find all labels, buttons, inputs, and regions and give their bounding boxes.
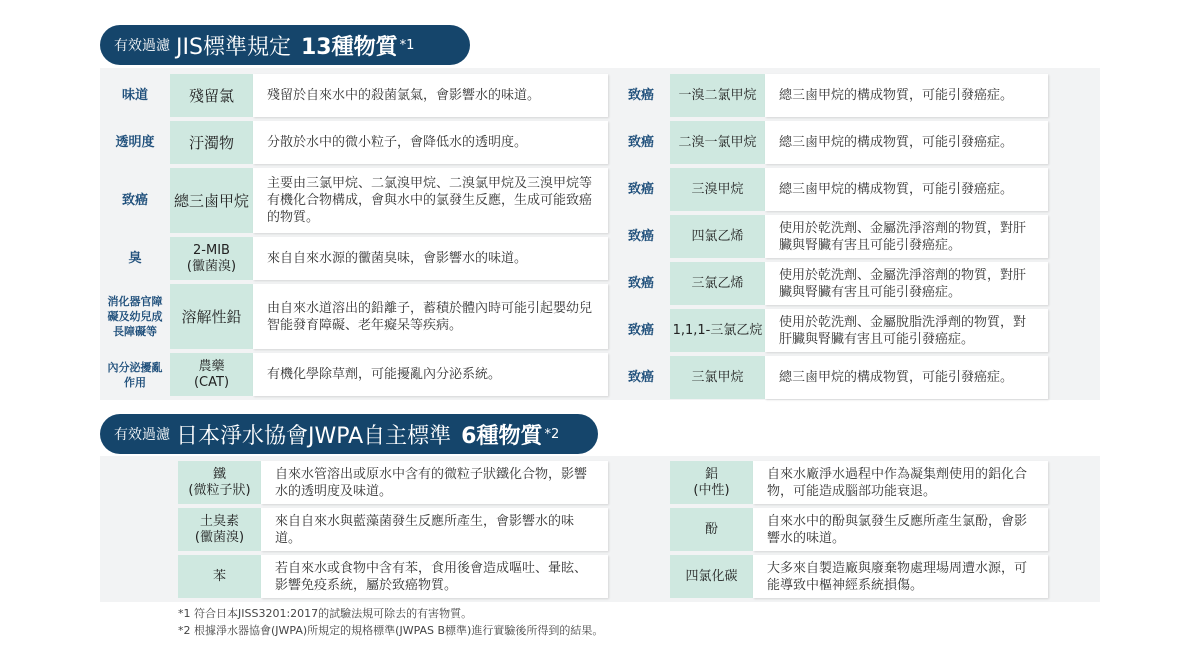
substance-description: 使用於乾洗劑、金屬洗淨溶劑的物質，對肝臟與腎臟有害且可能引發癌症。 xyxy=(765,215,1048,258)
substance-label: 酚 xyxy=(670,508,753,551)
substance-description: 有機化學除草劑，可能擾亂內分泌系統。 xyxy=(253,353,608,396)
category-label: 致癌 xyxy=(627,275,654,291)
substance-description: 來自自來水源的黴菌臭味，會影響水的味道。 xyxy=(253,237,608,280)
table-row xyxy=(178,461,608,504)
section2-note: *2 xyxy=(544,426,560,442)
section1-count: 13種物質 xyxy=(300,34,398,60)
table-row xyxy=(100,121,608,164)
table-row xyxy=(612,262,1048,305)
substance-description: 自來水管溶出或原水中含有的微粒子狀鐵化合物，影響水的透明度及味道。 xyxy=(261,461,608,504)
substance-description: 總三鹵甲烷的構成物質，可能引發癌症。 xyxy=(765,74,1048,117)
category-label: 致癌 xyxy=(627,228,654,244)
table-row xyxy=(612,74,1048,117)
substance-description: 主要由三氯甲烷、二氯溴甲烷、二溴氯甲烷及三溴甲烷等有機化合物構成，會與水中的氯發生反應，生成可能致癌的物質。 xyxy=(253,168,608,233)
table-row xyxy=(612,168,1048,211)
category-label: 致癌 xyxy=(627,87,654,103)
substance-description: 來自自來水與藍藻菌發生反應所產生，會影響水的味道。 xyxy=(261,508,608,551)
footnote-2: *2 根據淨水器協會(JWPA)所規定的規格標準(JWPAS B標準)進行實驗後所得到的結果。 xyxy=(178,624,604,637)
substance-label: 汙濁物 xyxy=(170,121,253,164)
substance-description: 使用於乾洗劑、金屬洗淨溶劑的物質，對肝臟與腎臟有害且可能引發癌症。 xyxy=(765,262,1048,305)
substance-label: 三氯甲烷 xyxy=(670,356,765,399)
table-row xyxy=(100,284,608,349)
section1-title: JIS標準規定 xyxy=(176,34,291,60)
substance-label: 殘留氯 xyxy=(170,74,253,117)
category-label: 味道 xyxy=(121,87,148,103)
substance-label: 一溴二氯甲烷 xyxy=(670,74,765,117)
table-row xyxy=(670,555,1048,598)
substance-label: 二溴一氯甲烷 xyxy=(670,121,765,164)
substance-description: 自來水中的酚與氯發生反應所產生氯酚，會影響水的味道。 xyxy=(753,508,1048,551)
category-label: 消化器官障礙及幼兒成長障礙等 xyxy=(107,295,163,338)
category-label: 致癌 xyxy=(627,369,654,385)
section2-count: 6種物質 xyxy=(461,423,543,449)
section2-left-table xyxy=(178,461,608,598)
substance-description: 殘留於自來水中的殺菌氯氣，會影響水的味道。 xyxy=(253,74,608,117)
table-row xyxy=(100,74,608,117)
substance-description: 使用於乾洗劑、金屬脫脂洗淨劑的物質，對肝臟與腎臟有害且可能引發癌症。 xyxy=(765,309,1048,352)
substance-label: 三氯乙烯 xyxy=(670,262,765,305)
substance-description: 分散於水中的微小粒子，會降低水的透明度。 xyxy=(253,121,608,164)
substance-description: 總三鹵甲烷的構成物質，可能引發癌症。 xyxy=(765,168,1048,211)
section2-title: 日本淨水協會JWPA自主標準 xyxy=(176,423,452,449)
substance-label: 1,1,1-三氯乙烷 xyxy=(670,309,765,352)
category-label: 透明度 xyxy=(115,134,155,150)
table-row xyxy=(612,121,1048,164)
substance-description: 總三鹵甲烷的構成物質，可能引發癌症。 xyxy=(765,121,1048,164)
substance-label: 2-MIB (黴菌溴) xyxy=(170,237,253,280)
substance-label: 苯 xyxy=(178,555,261,598)
table-row xyxy=(100,353,608,396)
substance-label: 鋁 (中性) xyxy=(670,461,753,504)
table-row xyxy=(178,555,608,598)
category-label: 致癌 xyxy=(121,192,148,208)
table-row xyxy=(612,215,1048,258)
substance-label: 農藥 (CAT) xyxy=(170,353,253,396)
category-label: 致癌 xyxy=(627,322,654,338)
category-label: 臭 xyxy=(128,250,142,266)
substance-label: 溶解性鉛 xyxy=(170,284,253,349)
category-label: 致癌 xyxy=(627,134,654,150)
table-row xyxy=(100,168,608,233)
section2-right-table xyxy=(670,461,1048,598)
section1-header xyxy=(100,25,470,65)
substance-label: 四氯乙烯 xyxy=(670,215,765,258)
table-row xyxy=(670,508,1048,551)
section1-left-table xyxy=(100,74,608,396)
section2-prefix: 有效過濾 xyxy=(114,427,170,443)
substance-description: 由自來水道溶出的鉛離子，蓄積於體內時可能引起嬰幼兒智能發育障礙、老年癡呆等疾病。 xyxy=(253,284,608,349)
substance-description: 總三鹵甲烷的構成物質，可能引發癌症。 xyxy=(765,356,1048,399)
substance-label: 土臭素 (黴菌溴) xyxy=(178,508,261,551)
substance-label: 鐵 (微粒子狀) xyxy=(178,461,261,504)
table-row xyxy=(670,461,1048,504)
footnote-1: *1 符合日本JISS3201:2017的試驗法規可除去的有害物質。 xyxy=(178,607,473,620)
section1-right-table xyxy=(612,74,1048,399)
substance-label: 總三鹵甲烷 xyxy=(170,168,253,233)
section2-header xyxy=(100,414,598,454)
substance-description: 若自來水或食物中含有苯，食用後會造成嘔吐、暈眩、影響免疫系統，屬於致癌物質。 xyxy=(261,555,608,598)
category-label: 內分泌擾亂作用 xyxy=(107,360,163,389)
table-row xyxy=(100,237,608,280)
table-row xyxy=(612,356,1048,399)
section1-note: *1 xyxy=(399,37,415,53)
substance-description: 自來水廠淨水過程中作為凝集劑使用的鋁化合物，可能造成腦部功能衰退。 xyxy=(753,461,1048,504)
substance-description: 大多來自製造廠與廢棄物處理場周遭水源，可能導致中樞神經系統損傷。 xyxy=(753,555,1048,598)
category-label: 致癌 xyxy=(627,181,654,197)
substance-label: 三溴甲烷 xyxy=(670,168,765,211)
table-row xyxy=(612,309,1048,352)
table-row xyxy=(178,508,608,551)
substance-label: 四氯化碳 xyxy=(670,555,753,598)
section1-prefix: 有效過濾 xyxy=(114,38,170,54)
